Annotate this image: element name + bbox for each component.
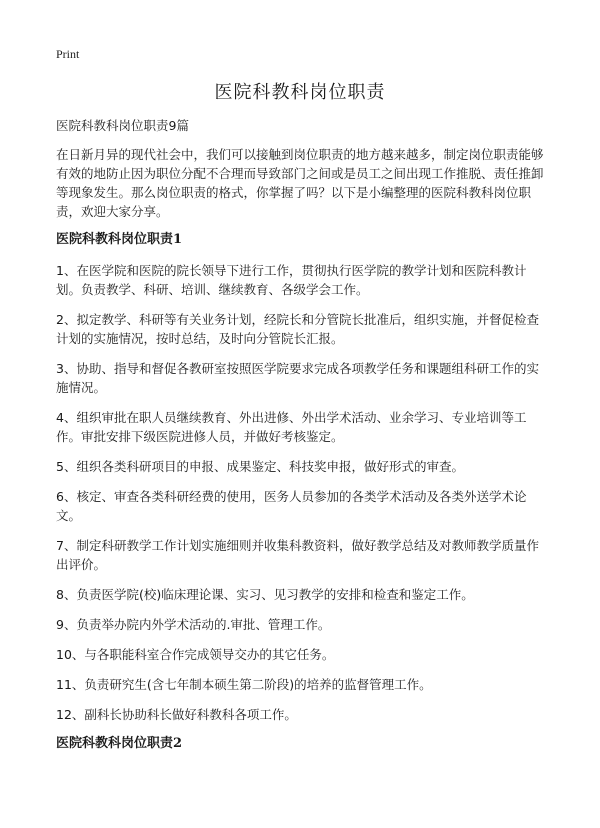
intro-paragraph: 在日新月异的现代社会中，我们可以接触到岗位职责的地方越来越多，制定岗位职责能够有效的地防止因为职位分配不合理而导致部门之间或是员工之间出现工作推脱、责任推卸等现象发生。那么岗位职责的格式，你掌握了吗？以下是小编整理的医院科教科岗位职责，欢迎大家分享。 [56,147,544,219]
duty-item-3: 3、协助、指导和督促各教研室按照医学院要求完成各项教学任务和课题组科研工作的实施情况。 [56,361,539,395]
document-body [56,117,548,765]
duty-item-5: 5、组织各类科研项目的申报、成果鉴定、科技奖申报，做好形式的审查。 [56,459,464,474]
duty-item-7: 7、制定科研教学工作计划实施细则并收集科教资料，做好教学总结及对教师教学质量作出评价。 [56,538,539,572]
duty-item-2: 2、拟定教学、科研等有关业务计划，经院长和分管院长批准后，组织实施，并督促检查计划的实施情况，按时总结，及时向分管院长汇报。 [56,312,539,346]
duty-item-1: 1、在医学院和医院的院长领导下进行工作，贯彻执行医学院的教学计划和医院科教计划。负责教学、科研、培训、继续教育、各级学会工作。 [56,263,527,297]
duty-list [56,261,548,724]
section-heading-2: 医院科教科岗位职责2 [56,736,183,751]
duty-item-11: 11、负责研究生(含七年制本硕生第二阶段)的培养的监督管理工作。 [56,677,432,692]
duty-item-9: 9、负责举办院内外学术活动的.审批、管理工作。 [56,617,331,632]
duty-item-4: 4、组织审批在职人员继续教育、外出进修、外出学术活动、业余学习、专业培训等工作。审批安排下级医院进修人员，并做好考核鉴定。 [56,410,527,444]
print-link[interactable]: Print [56,47,80,61]
duty-item-10: 10、与各职能科室合作完成领导交办的其它任务。 [56,647,335,662]
document-subtitle: 医院科教科岗位职责9篇 [56,118,189,133]
document-title: 医院科教科岗位职责 [214,82,386,103]
duty-item-8: 8、负责医学院(校)临床理论课、实习、见习教学的安排和检查和鉴定工作。 [56,587,474,602]
duty-item-6: 6、核定、审查各类科研经费的使用，医务人员参加的各类学术活动及各类外送学术论文。 [56,489,527,523]
duty-item-12: 12、副科长协助科长做好科教科各项工作。 [56,707,297,722]
section-heading-1: 医院科教科岗位职责1 [56,232,183,247]
